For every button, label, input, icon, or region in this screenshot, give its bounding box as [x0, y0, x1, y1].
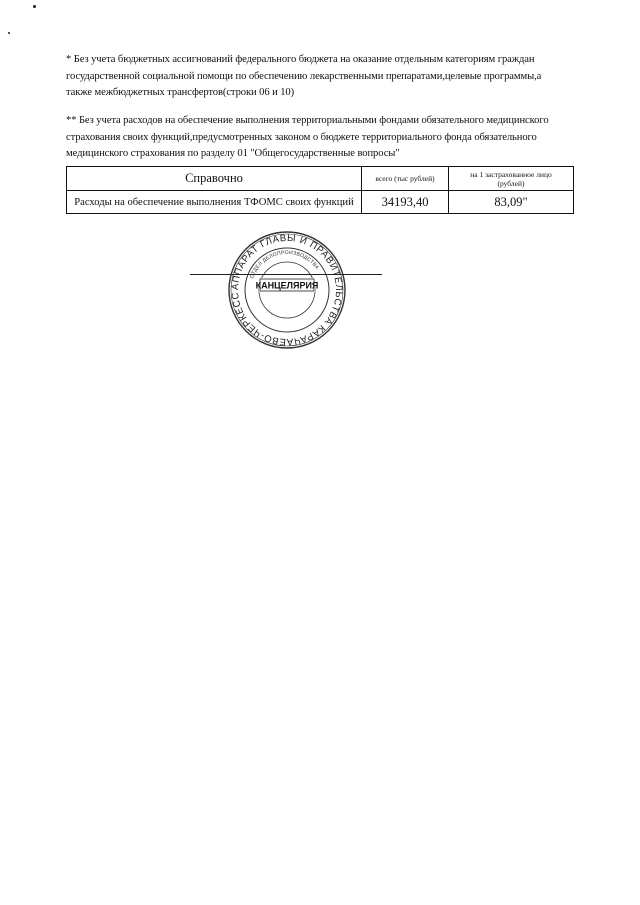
- footnote-tfoms-expenses: [66, 113, 576, 163]
- footnote-line: ** Без учета расходов на обеспечение выполнения территориальными фондами обязательного медицинского: [66, 115, 549, 126]
- stamp-seal-icon: [187, 225, 387, 355]
- scan-speck: [33, 5, 36, 8]
- official-stamp: [187, 225, 387, 355]
- column-header-per-person-line1: на 1 застрахованное лицо: [470, 169, 552, 179]
- svg-text:АППАРАТ ГЛАВЫ И ПРАВИТЕЛЬСТВА: АППАРАТ ГЛАВЫ И ПРАВИТЕЛЬСТВА КАРАЧАЕВО-ЧЕРКЕСС: [229, 232, 345, 348]
- table-row: [67, 191, 574, 214]
- reference-table: [66, 166, 574, 214]
- footnote-line: также межбюджетных трансфертов(строки 06 и 10): [66, 87, 295, 98]
- column-header-per-person: [449, 167, 574, 191]
- footnote-budget-allocations: [66, 52, 576, 102]
- scan-speck: [8, 32, 10, 34]
- footnote-line: страхования своих функций,предусмотренных законом о бюджете территориального фонда обязательного: [66, 131, 537, 143]
- column-header-total: всего (тыс рублей): [362, 167, 449, 191]
- footnote-line: медицинского страхования по разделу 01 "Общегосударственные вопросы": [66, 148, 400, 159]
- svg-text:КАНЦЕЛЯРИЯ: КАНЦЕЛЯРИЯ: [255, 280, 319, 291]
- row-per-person-value: 83,09": [449, 191, 574, 214]
- footnote-line: * Без учета бюджетных ассигнований федерального бюджета на оказание отдельным категориям граждан: [66, 54, 535, 65]
- table-title: Справочно: [67, 167, 362, 191]
- row-label: Расходы на обеспечение выполнения ТФОМС своих функций: [67, 191, 362, 214]
- svg-text:ОТДЕЛ ДЕЛОПРОИЗВОДСТВА: ОТДЕЛ ДЕЛОПРОИЗВОДСТВА: [248, 249, 320, 280]
- footnote-line: государственной социальной помощи по обеспечению лекарственными препаратами,целевые программы,а: [66, 70, 542, 82]
- table-header-row: [67, 167, 574, 191]
- column-header-per-person-line2: (рублей): [497, 178, 525, 188]
- row-total-value: 34193,40: [362, 191, 449, 214]
